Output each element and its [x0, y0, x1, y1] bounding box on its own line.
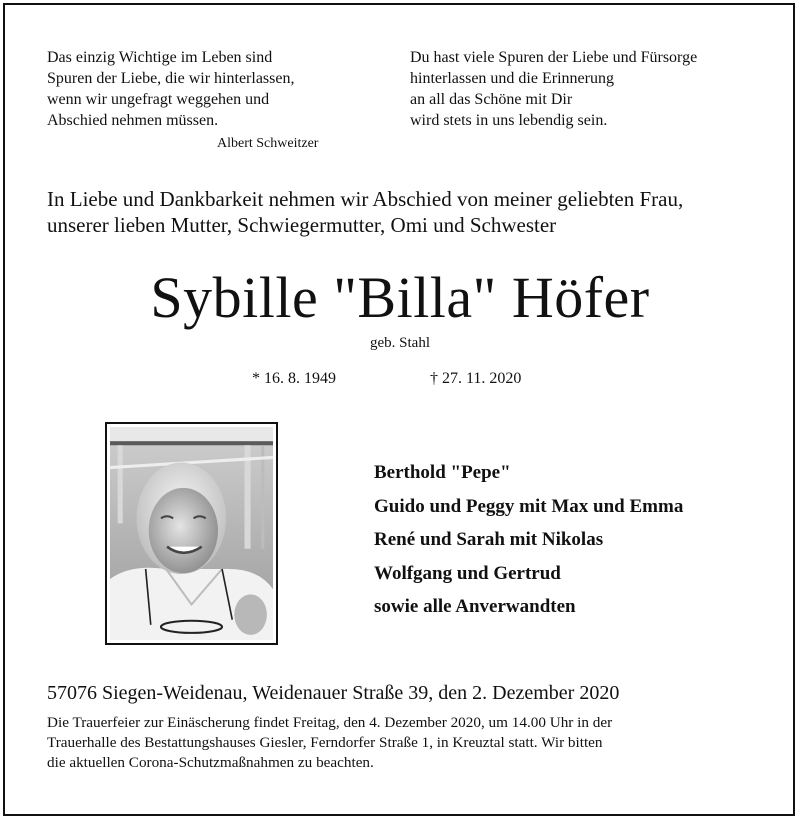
intro-line: In Liebe und Dankbarkeit nehmen wir Abschied von meiner geliebten Frau, — [47, 187, 684, 211]
quote-left-line: Spuren der Liebe, die wir hinterlassen, — [47, 70, 295, 87]
maiden-name: geb. Stahl — [370, 335, 430, 351]
quote-right-line: an all das Schöne mit Dir — [410, 91, 573, 108]
mourner-entry: Wolfgang und Gertrud — [374, 562, 561, 584]
notice-line: Trauerhalle des Bestattungshauses Giesler, Ferndorfer Straße 1, in Kreuztal statt. Wir bitten — [47, 734, 603, 751]
quote-left-line: Das einzig Wichtige im Leben sind — [47, 49, 273, 66]
mourners-list — [374, 456, 683, 624]
deceased-name: Sybille "Billa" Höfer — [150, 265, 650, 330]
quote-left-line: Abschied nehmen müssen. — [47, 112, 219, 129]
notice-line: die aktuellen Corona-Schutzmaßnahmen zu beachten. — [47, 754, 374, 771]
address-line: 57076 Siegen-Weidenau, Weidenauer Straße 39, den 2. Dezember 2020 — [47, 682, 620, 704]
mourner-entry: René und Sarah mit Nikolas — [374, 529, 604, 550]
intro-text — [47, 186, 767, 238]
quote-author: Albert Schweitzer — [217, 136, 319, 151]
quote-right-line: hinterlassen und die Erinnerung — [410, 70, 614, 87]
intro-line: unserer lieben Mutter, Schwiegermutter, Omi und Schwester — [47, 213, 557, 237]
quote-right — [410, 47, 770, 131]
mourner-entry: Guido und Peggy mit Max und Emma — [374, 495, 684, 517]
quote-right-line: wird stets in uns lebendig sein. — [410, 112, 608, 129]
birth-date: * 16. 8. 1949 — [252, 370, 336, 387]
mourner-entry: sowie alle Anverwandten — [374, 596, 576, 617]
quote-left — [47, 47, 367, 131]
quote-right-line: Du hast viele Spuren der Liebe und Fürsorge — [410, 49, 698, 66]
mourner-entry: Berthold "Pepe" — [374, 462, 511, 483]
portrait-photo — [105, 422, 278, 645]
portrait-image — [110, 427, 273, 640]
funeral-notice — [47, 713, 757, 773]
quote-left-line: wenn wir ungefragt weggehen und — [47, 91, 270, 108]
notice-line: Die Trauerfeier zur Einäscherung findet Freitag, den 4. Dezember 2020, um 14.00 Uhr in der — [47, 714, 613, 731]
death-date: † 27. 11. 2020 — [430, 370, 522, 387]
